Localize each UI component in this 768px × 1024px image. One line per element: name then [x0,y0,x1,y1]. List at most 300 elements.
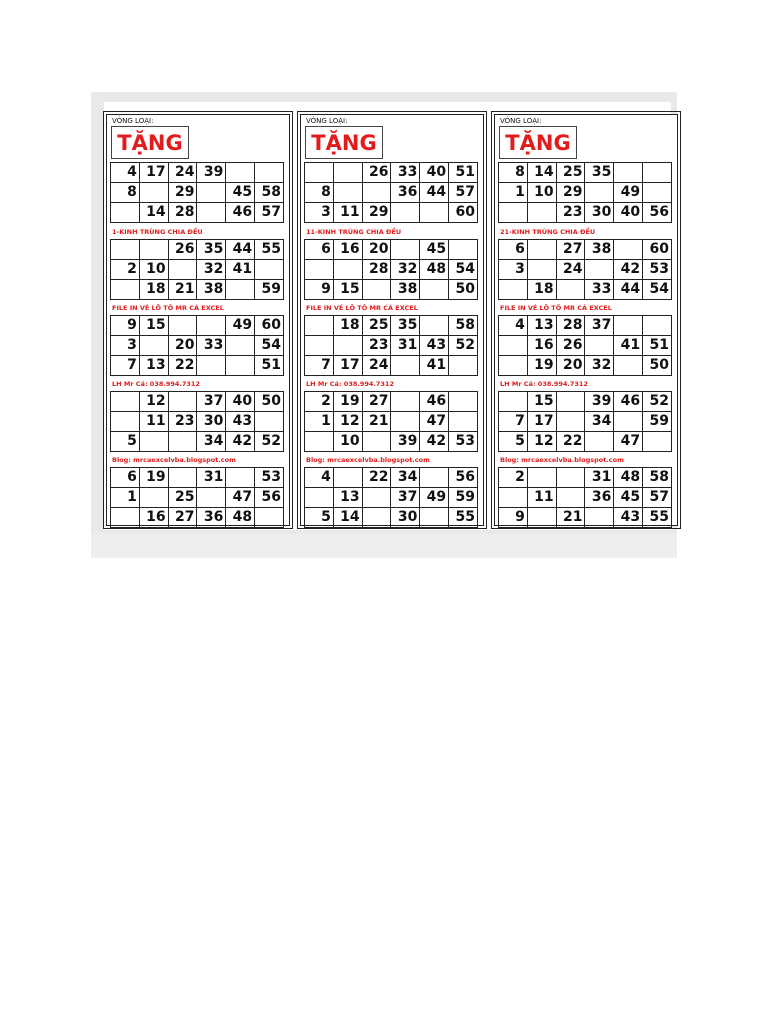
number-cell [333,163,362,183]
number-cell [333,468,362,488]
number-cell: 60 [449,203,478,223]
number-cell: 57 [255,203,284,223]
number-cell: 56 [449,468,478,488]
number-cell: 3 [111,336,140,356]
grid-row [499,280,672,300]
number-grid [304,315,478,376]
number-cell: 39 [585,392,614,412]
number-cell: 31 [197,468,226,488]
ticket-caption: 11-KINH TRÙNG CHIA ĐỀU [306,228,402,236]
number-cell: 7 [305,356,334,376]
number-cell: 6 [305,240,334,260]
grid-row [499,432,672,452]
number-cell: 57 [449,183,478,203]
lotto-ticket [494,114,678,526]
number-cell [556,280,585,300]
number-cell: 46 [226,203,255,223]
number-cell: 54 [449,260,478,280]
number-cell: 35 [391,316,420,336]
number-cell: 27 [556,240,585,260]
number-cell [527,468,556,488]
number-cell: 33 [585,280,614,300]
number-cell [643,183,672,203]
number-cell: 22 [556,432,585,452]
number-cell [197,316,226,336]
grid-row [499,488,672,508]
number-cell: 35 [197,240,226,260]
number-cell: 21 [556,508,585,528]
number-cell: 24 [362,356,391,376]
number-cell [362,280,391,300]
number-cell [255,412,284,432]
number-cell: 9 [305,280,334,300]
number-cell [197,203,226,223]
grid-row [499,356,672,376]
number-cell: 3 [305,203,334,223]
number-cell [333,260,362,280]
number-cell: 55 [643,508,672,528]
number-cell: 14 [527,163,556,183]
number-cell: 26 [168,240,197,260]
number-cell: 37 [585,316,614,336]
number-cell: 16 [139,508,168,528]
number-cell: 16 [333,240,362,260]
number-cell: 5 [499,432,528,452]
number-cell: 15 [333,280,362,300]
page-bottom-strip [91,534,677,558]
number-cell: 18 [139,280,168,300]
number-cell: 38 [391,280,420,300]
number-cell: 59 [643,412,672,432]
grid-row [499,183,672,203]
number-cell: 58 [643,468,672,488]
number-cell [643,163,672,183]
gift-title: TẶNG [499,126,577,159]
number-cell [255,508,284,528]
number-cell: 40 [614,203,643,223]
grid-row [305,356,478,376]
number-cell: 59 [255,280,284,300]
number-cell: 32 [197,260,226,280]
grid-row [111,163,284,183]
number-cell: 37 [391,488,420,508]
number-cell [499,203,528,223]
number-cell [255,260,284,280]
number-cell [556,412,585,432]
number-cell: 54 [643,280,672,300]
grid-row [305,280,478,300]
number-cell: 44 [614,280,643,300]
number-cell: 16 [527,336,556,356]
number-cell: 11 [527,488,556,508]
number-cell [139,432,168,452]
number-cell: 10 [527,183,556,203]
number-cell: 48 [420,260,449,280]
number-cell: 32 [391,260,420,280]
number-cell [527,240,556,260]
number-cell [111,392,140,412]
number-cell: 18 [527,280,556,300]
number-cell [449,356,478,376]
number-cell [499,356,528,376]
gift-title: TẶNG [111,126,189,159]
grid-row [111,488,284,508]
number-cell: 11 [333,203,362,223]
number-cell: 35 [585,163,614,183]
grid-row [499,508,672,528]
number-cell [391,356,420,376]
number-cell: 29 [362,203,391,223]
grid-row [111,432,284,452]
grid-row [305,203,478,223]
number-cell: 46 [614,392,643,412]
number-cell [527,508,556,528]
grid-row [305,260,478,280]
number-cell: 31 [585,468,614,488]
grid-row [499,163,672,183]
number-cell: 36 [391,183,420,203]
lotto-sheet [104,102,671,530]
number-cell [362,508,391,528]
number-cell: 5 [111,432,140,452]
number-cell [614,356,643,376]
number-cell: 41 [420,356,449,376]
grid-row [499,392,672,412]
ticket-caption: LH Mr Cá: 038.994.7312 [112,380,200,388]
number-grid [498,162,672,223]
grid-row [111,316,284,336]
grid-row [305,468,478,488]
number-cell: 58 [255,183,284,203]
number-cell: 31 [391,336,420,356]
number-cell: 10 [139,260,168,280]
number-cell [391,392,420,412]
grid-row [499,316,672,336]
number-cell: 20 [168,336,197,356]
number-cell: 51 [255,356,284,376]
round-label: VÒNG LOẠI: [112,117,154,125]
number-cell [499,336,528,356]
number-cell: 18 [333,316,362,336]
number-cell [168,468,197,488]
number-cell [585,183,614,203]
grid-row [499,203,672,223]
number-cell [168,316,197,336]
number-cell: 55 [255,240,284,260]
number-cell [643,432,672,452]
number-cell: 53 [449,432,478,452]
number-grid [498,239,672,300]
number-cell: 51 [643,336,672,356]
number-cell [305,432,334,452]
number-cell [556,392,585,412]
number-cell: 43 [614,508,643,528]
number-cell: 5 [305,508,334,528]
lotto-ticket [300,114,484,526]
number-cell: 45 [614,488,643,508]
grid-row [111,280,284,300]
number-cell: 30 [585,203,614,223]
number-cell: 49 [226,316,255,336]
number-cell [226,280,255,300]
number-cell [226,356,255,376]
number-cell [420,508,449,528]
gift-title: TẶNG [305,126,383,159]
number-cell [614,240,643,260]
number-cell: 47 [614,432,643,452]
number-cell: 33 [197,336,226,356]
number-cell: 27 [168,508,197,528]
number-cell: 42 [614,260,643,280]
grid-row [305,316,478,336]
grid-row [499,412,672,432]
number-cell [556,468,585,488]
number-cell: 23 [168,412,197,432]
number-cell: 21 [168,280,197,300]
number-cell [305,163,334,183]
number-cell: 42 [420,432,449,452]
number-cell [449,240,478,260]
number-cell: 20 [362,240,391,260]
number-cell: 56 [255,488,284,508]
number-cell: 34 [391,468,420,488]
number-cell: 24 [168,163,197,183]
number-cell: 39 [197,163,226,183]
number-cell [499,280,528,300]
number-cell: 30 [197,412,226,432]
number-cell [585,508,614,528]
number-cell: 21 [362,412,391,432]
number-cell: 7 [111,356,140,376]
number-cell: 37 [197,392,226,412]
number-cell: 12 [333,412,362,432]
number-cell: 25 [556,163,585,183]
number-cell: 12 [527,432,556,452]
number-cell: 22 [168,356,197,376]
grid-row [111,412,284,432]
number-cell: 45 [226,183,255,203]
number-cell: 34 [197,432,226,452]
grid-row [111,356,284,376]
number-cell: 39 [391,432,420,452]
number-cell [556,488,585,508]
grid-row [305,240,478,260]
number-cell [305,316,334,336]
number-cell [333,336,362,356]
number-cell: 50 [449,280,478,300]
number-cell: 20 [556,356,585,376]
number-cell [305,260,334,280]
grid-row [111,240,284,260]
number-cell: 32 [585,356,614,376]
number-cell: 48 [614,468,643,488]
number-cell [226,336,255,356]
grid-row [111,468,284,488]
number-cell [255,163,284,183]
number-cell: 4 [499,316,528,336]
number-cell: 25 [168,488,197,508]
number-cell [139,240,168,260]
document-page-area [91,92,677,558]
number-cell [362,432,391,452]
number-cell: 54 [255,336,284,356]
number-grid [110,239,284,300]
number-cell [305,336,334,356]
number-cell [643,316,672,336]
number-cell [527,203,556,223]
round-label: VÒNG LOẠI: [500,117,542,125]
number-cell: 47 [420,412,449,432]
number-cell: 22 [362,468,391,488]
number-grid [304,467,478,528]
number-cell: 36 [197,508,226,528]
number-cell: 13 [139,356,168,376]
grid-row [305,412,478,432]
number-cell: 12 [139,392,168,412]
ticket-caption: FILE IN VÉ LÔ TÔ MR CÁ EXCEL [112,304,224,312]
number-cell: 46 [420,392,449,412]
ticket-caption: Blog: mrcaexcelvba.blogspot.com [112,456,236,464]
ticket-caption: FILE IN VÉ LÔ TÔ MR CÁ EXCEL [306,304,418,312]
lotto-ticket [106,114,290,526]
grid-row [499,240,672,260]
number-cell [420,468,449,488]
number-cell: 60 [643,240,672,260]
number-cell: 1 [111,488,140,508]
number-cell: 33 [391,163,420,183]
number-cell: 47 [226,488,255,508]
number-cell: 60 [255,316,284,336]
number-cell: 10 [333,432,362,452]
round-label: VÒNG LOẠI: [306,117,348,125]
number-cell: 2 [499,468,528,488]
number-cell [614,163,643,183]
number-cell: 14 [333,508,362,528]
grid-row [305,432,478,452]
number-cell [197,183,226,203]
number-grid [498,467,672,528]
number-cell: 28 [556,316,585,336]
number-cell: 58 [449,316,478,336]
number-cell [499,392,528,412]
number-cell: 17 [527,412,556,432]
number-cell: 28 [168,203,197,223]
number-cell: 19 [527,356,556,376]
number-cell: 51 [449,163,478,183]
number-cell: 56 [643,203,672,223]
ticket-caption: Blog: mrcaexcelvba.blogspot.com [500,456,624,464]
number-cell: 28 [362,260,391,280]
number-cell: 52 [255,432,284,452]
grid-row [305,336,478,356]
number-cell: 48 [226,508,255,528]
number-cell: 19 [333,392,362,412]
number-cell [391,240,420,260]
number-cell: 4 [305,468,334,488]
number-cell [391,412,420,432]
number-cell: 49 [420,488,449,508]
number-cell: 50 [255,392,284,412]
grid-row [305,163,478,183]
ticket-caption: LH Mr Cá: 038.994.7312 [500,380,588,388]
grid-row [111,392,284,412]
number-cell: 4 [111,163,140,183]
grid-row [111,336,284,356]
number-cell: 13 [527,316,556,336]
number-cell: 38 [585,240,614,260]
number-cell: 52 [643,392,672,412]
ticket-caption: 21-KINH TRÙNG CHIA ĐỀU [500,228,596,236]
number-grid [304,391,478,452]
number-grid [304,162,478,223]
number-cell [226,163,255,183]
number-cell: 17 [139,163,168,183]
number-grid [110,315,284,376]
ticket-caption: 1-KINH TRÙNG CHIA ĐỀU [112,228,203,236]
number-cell [449,392,478,412]
grid-row [305,508,478,528]
number-cell: 44 [226,240,255,260]
number-grid [498,315,672,376]
number-cell: 8 [111,183,140,203]
number-cell: 23 [362,336,391,356]
number-cell: 34 [585,412,614,432]
number-cell: 23 [556,203,585,223]
number-cell [111,508,140,528]
number-cell: 27 [362,392,391,412]
number-cell: 57 [643,488,672,508]
grid-row [305,392,478,412]
number-cell: 42 [226,432,255,452]
number-cell: 6 [111,468,140,488]
number-cell: 2 [305,392,334,412]
grid-row [305,488,478,508]
number-cell: 40 [420,163,449,183]
number-cell [333,183,362,203]
grid-row [111,508,284,528]
number-cell: 15 [139,316,168,336]
number-cell: 29 [168,183,197,203]
number-cell: 45 [420,240,449,260]
number-cell [305,488,334,508]
number-cell [111,203,140,223]
number-cell [139,488,168,508]
number-cell [111,240,140,260]
number-cell [420,316,449,336]
number-cell: 14 [139,203,168,223]
number-cell: 19 [139,468,168,488]
number-cell [168,392,197,412]
number-cell: 53 [643,260,672,280]
number-cell: 7 [499,412,528,432]
number-grid [304,239,478,300]
number-cell: 8 [305,183,334,203]
number-cell [527,260,556,280]
grid-row [305,183,478,203]
ticket-caption: FILE IN VÉ LÔ TÔ MR CÁ EXCEL [500,304,612,312]
number-cell [226,468,255,488]
grid-row [499,468,672,488]
grid-row [111,183,284,203]
number-cell [585,432,614,452]
number-cell [362,183,391,203]
number-cell: 41 [226,260,255,280]
number-cell: 59 [449,488,478,508]
number-cell: 9 [499,508,528,528]
number-cell [139,336,168,356]
number-cell [168,432,197,452]
number-cell: 41 [614,336,643,356]
